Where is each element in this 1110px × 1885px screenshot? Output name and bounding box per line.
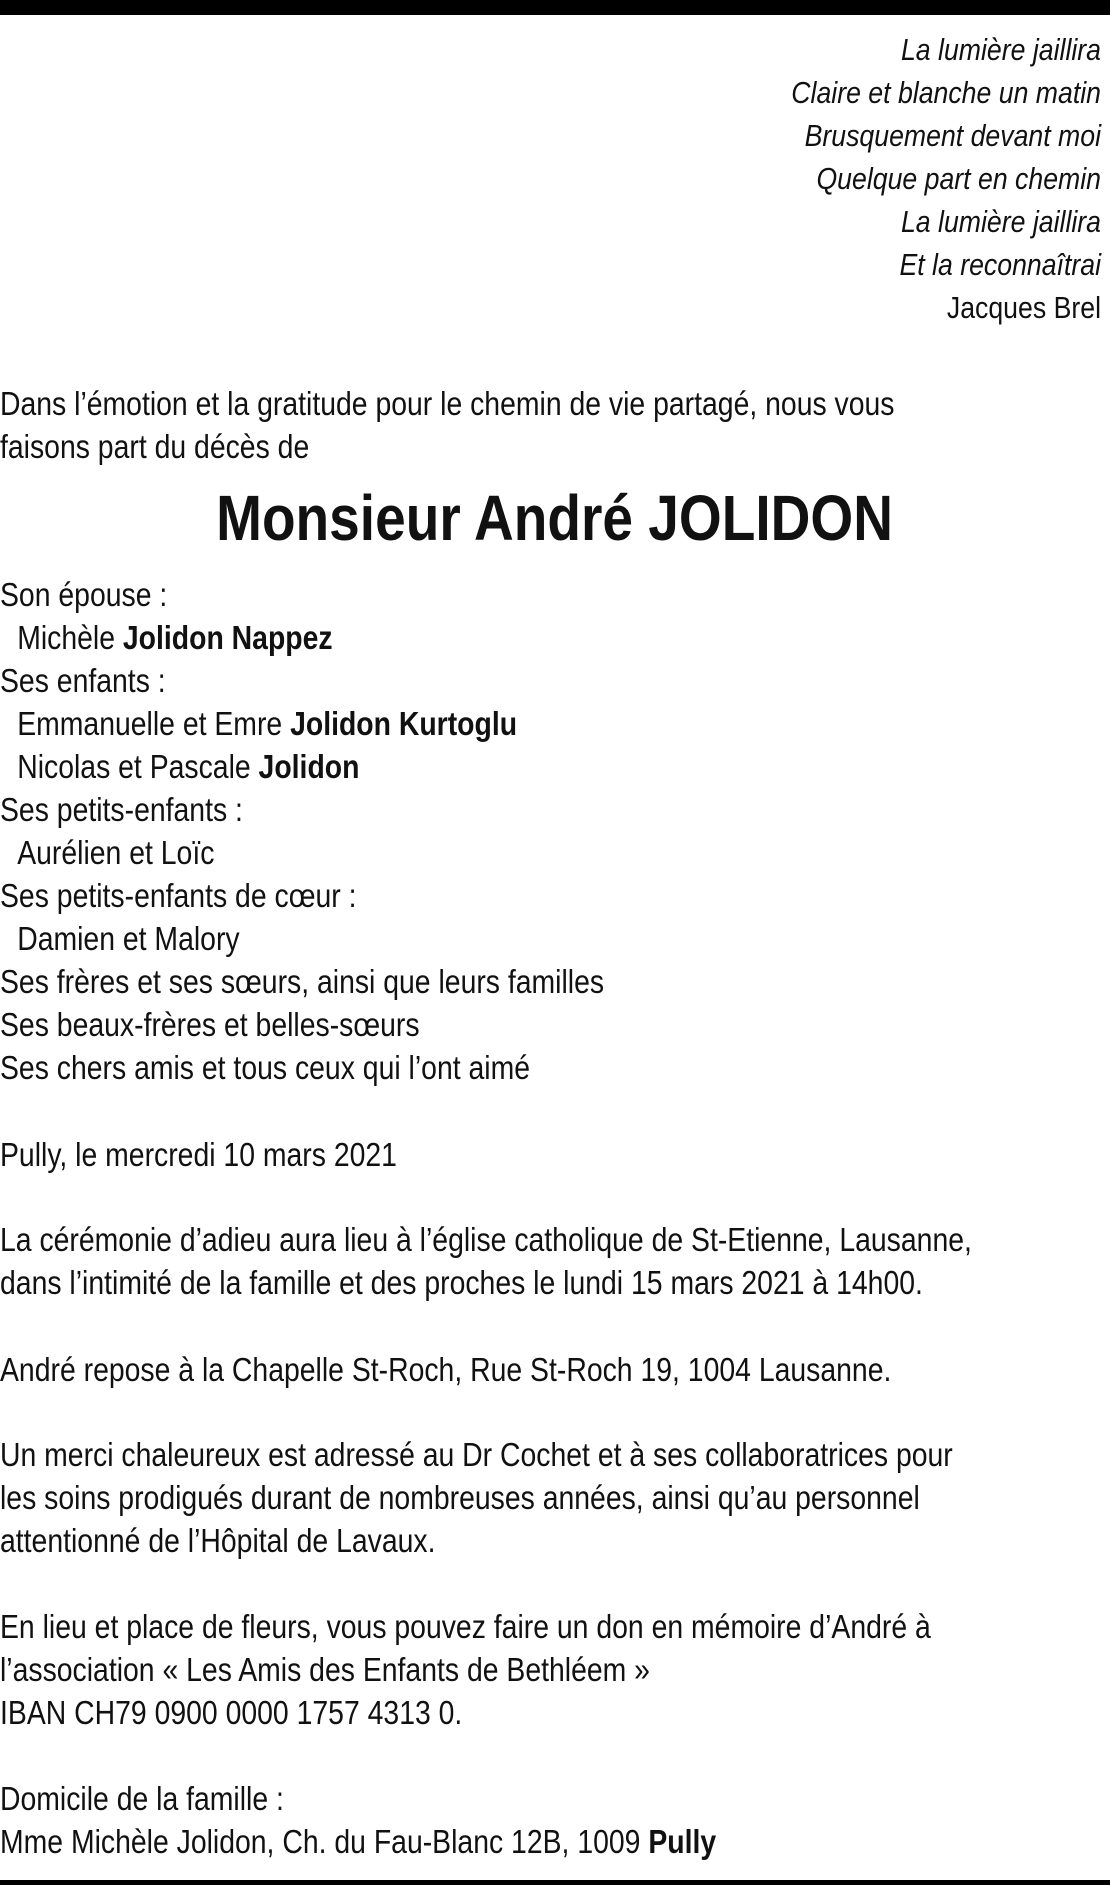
announcement-intro <box>0 382 972 468</box>
donation-line: l’association « Les Amis des Enfants de Bethléem » <box>0 1651 650 1688</box>
friends-line: Ses chers amis et tous ceux qui l’ont aimé <box>0 1049 531 1086</box>
bottom-border-rule <box>0 1880 1110 1885</box>
family-domicile <box>0 1777 972 1863</box>
intro-line: faisons part du décès de <box>0 428 310 465</box>
in-laws-line: Ses beaux-frères et belles-sœurs <box>0 1006 420 1043</box>
reposes-line: André repose à la Chapelle St-Roch, Rue St-Roch 19, 1004 Lausanne. <box>0 1351 892 1388</box>
place-date <box>0 1133 972 1176</box>
heart-grandchildren-label: Ses petits-enfants de cœur : <box>0 877 357 914</box>
child-last-name: Jolidon Kurtoglu <box>290 705 518 742</box>
epigraph-poem <box>341 28 1101 329</box>
spouse-label: Son épouse : <box>0 576 168 613</box>
siblings-line: Ses frères et ses sœurs, ainsi que leurs familles <box>0 963 605 1000</box>
grandchildren-label: Ses petits-enfants : <box>0 791 243 828</box>
child-entry <box>0 745 972 788</box>
domicile-city: Pully <box>648 1823 717 1860</box>
child-first-names: Nicolas et Pascale <box>17 748 259 785</box>
poem-author: Jacques Brel <box>946 290 1101 325</box>
poem-line: Et la reconnaîtrai <box>899 247 1101 282</box>
domicile-address <box>0 1820 972 1863</box>
ceremony-line: dans l’intimité de la famille et des proches le lundi 15 mars 2021 à 14h00. <box>0 1264 923 1301</box>
place-date-line: Pully, le mercredi 10 mars 2021 <box>0 1136 397 1173</box>
child-last-name: Jolidon <box>258 748 360 785</box>
thanks-line: attentionné de l’Hôpital de Lavaux. <box>0 1522 436 1559</box>
reposes-info <box>0 1348 972 1391</box>
child-entry <box>0 702 972 745</box>
poem-line: La lumière jaillira <box>900 204 1101 239</box>
poem-line: Quelque part en chemin <box>816 161 1101 196</box>
ceremony-line: La cérémonie d’adieu aura lieu à l’église catholique de St-Etienne, Lausanne, <box>0 1221 972 1258</box>
donation-line: En lieu et place de fleurs, vous pouvez faire un don en mémoire d’André à <box>0 1608 931 1645</box>
deceased-name-heading <box>0 478 1110 558</box>
domicile-label: Domicile de la famille : <box>0 1780 284 1817</box>
donation-paragraph <box>0 1605 972 1734</box>
domicile-street: Mme Michèle Jolidon, Ch. du Fau-Blanc 12B, 1009 <box>0 1823 649 1860</box>
poem-line: Claire et blanche un matin <box>791 75 1101 110</box>
children-label: Ses enfants : <box>0 662 166 699</box>
poem-line: La lumière jaillira <box>900 32 1101 67</box>
thanks-line: Un merci chaleureux est adressé au Dr Cochet et à ses collaboratrices pour <box>0 1436 953 1473</box>
thanks-paragraph <box>0 1433 972 1562</box>
thanks-line: les soins prodigués durant de nombreuses années, ainsi qu’au personnel <box>0 1479 920 1516</box>
child-first-names: Emmanuelle et Emre <box>17 705 291 742</box>
intro-line: Dans l’émotion et la gratitude pour le chemin de vie partagé, nous vous <box>0 385 895 422</box>
ceremony-info <box>0 1218 972 1304</box>
poem-line: Brusquement devant moi <box>804 118 1101 153</box>
spouse-entry <box>0 616 972 659</box>
heart-grandchildren-entry: Damien et Malory <box>17 920 240 957</box>
iban-line: IBAN CH79 0900 0000 1757 4313 0. <box>0 1694 463 1731</box>
family-list <box>0 573 972 1089</box>
top-border-rule <box>0 0 1110 15</box>
deceased-name: Monsieur André JOLIDON <box>216 482 894 554</box>
spouse-last-name: Jolidon Nappez <box>122 619 333 656</box>
spouse-first-name: Michèle <box>17 619 123 656</box>
grandchildren-entry: Aurélien et Loïc <box>17 834 215 871</box>
